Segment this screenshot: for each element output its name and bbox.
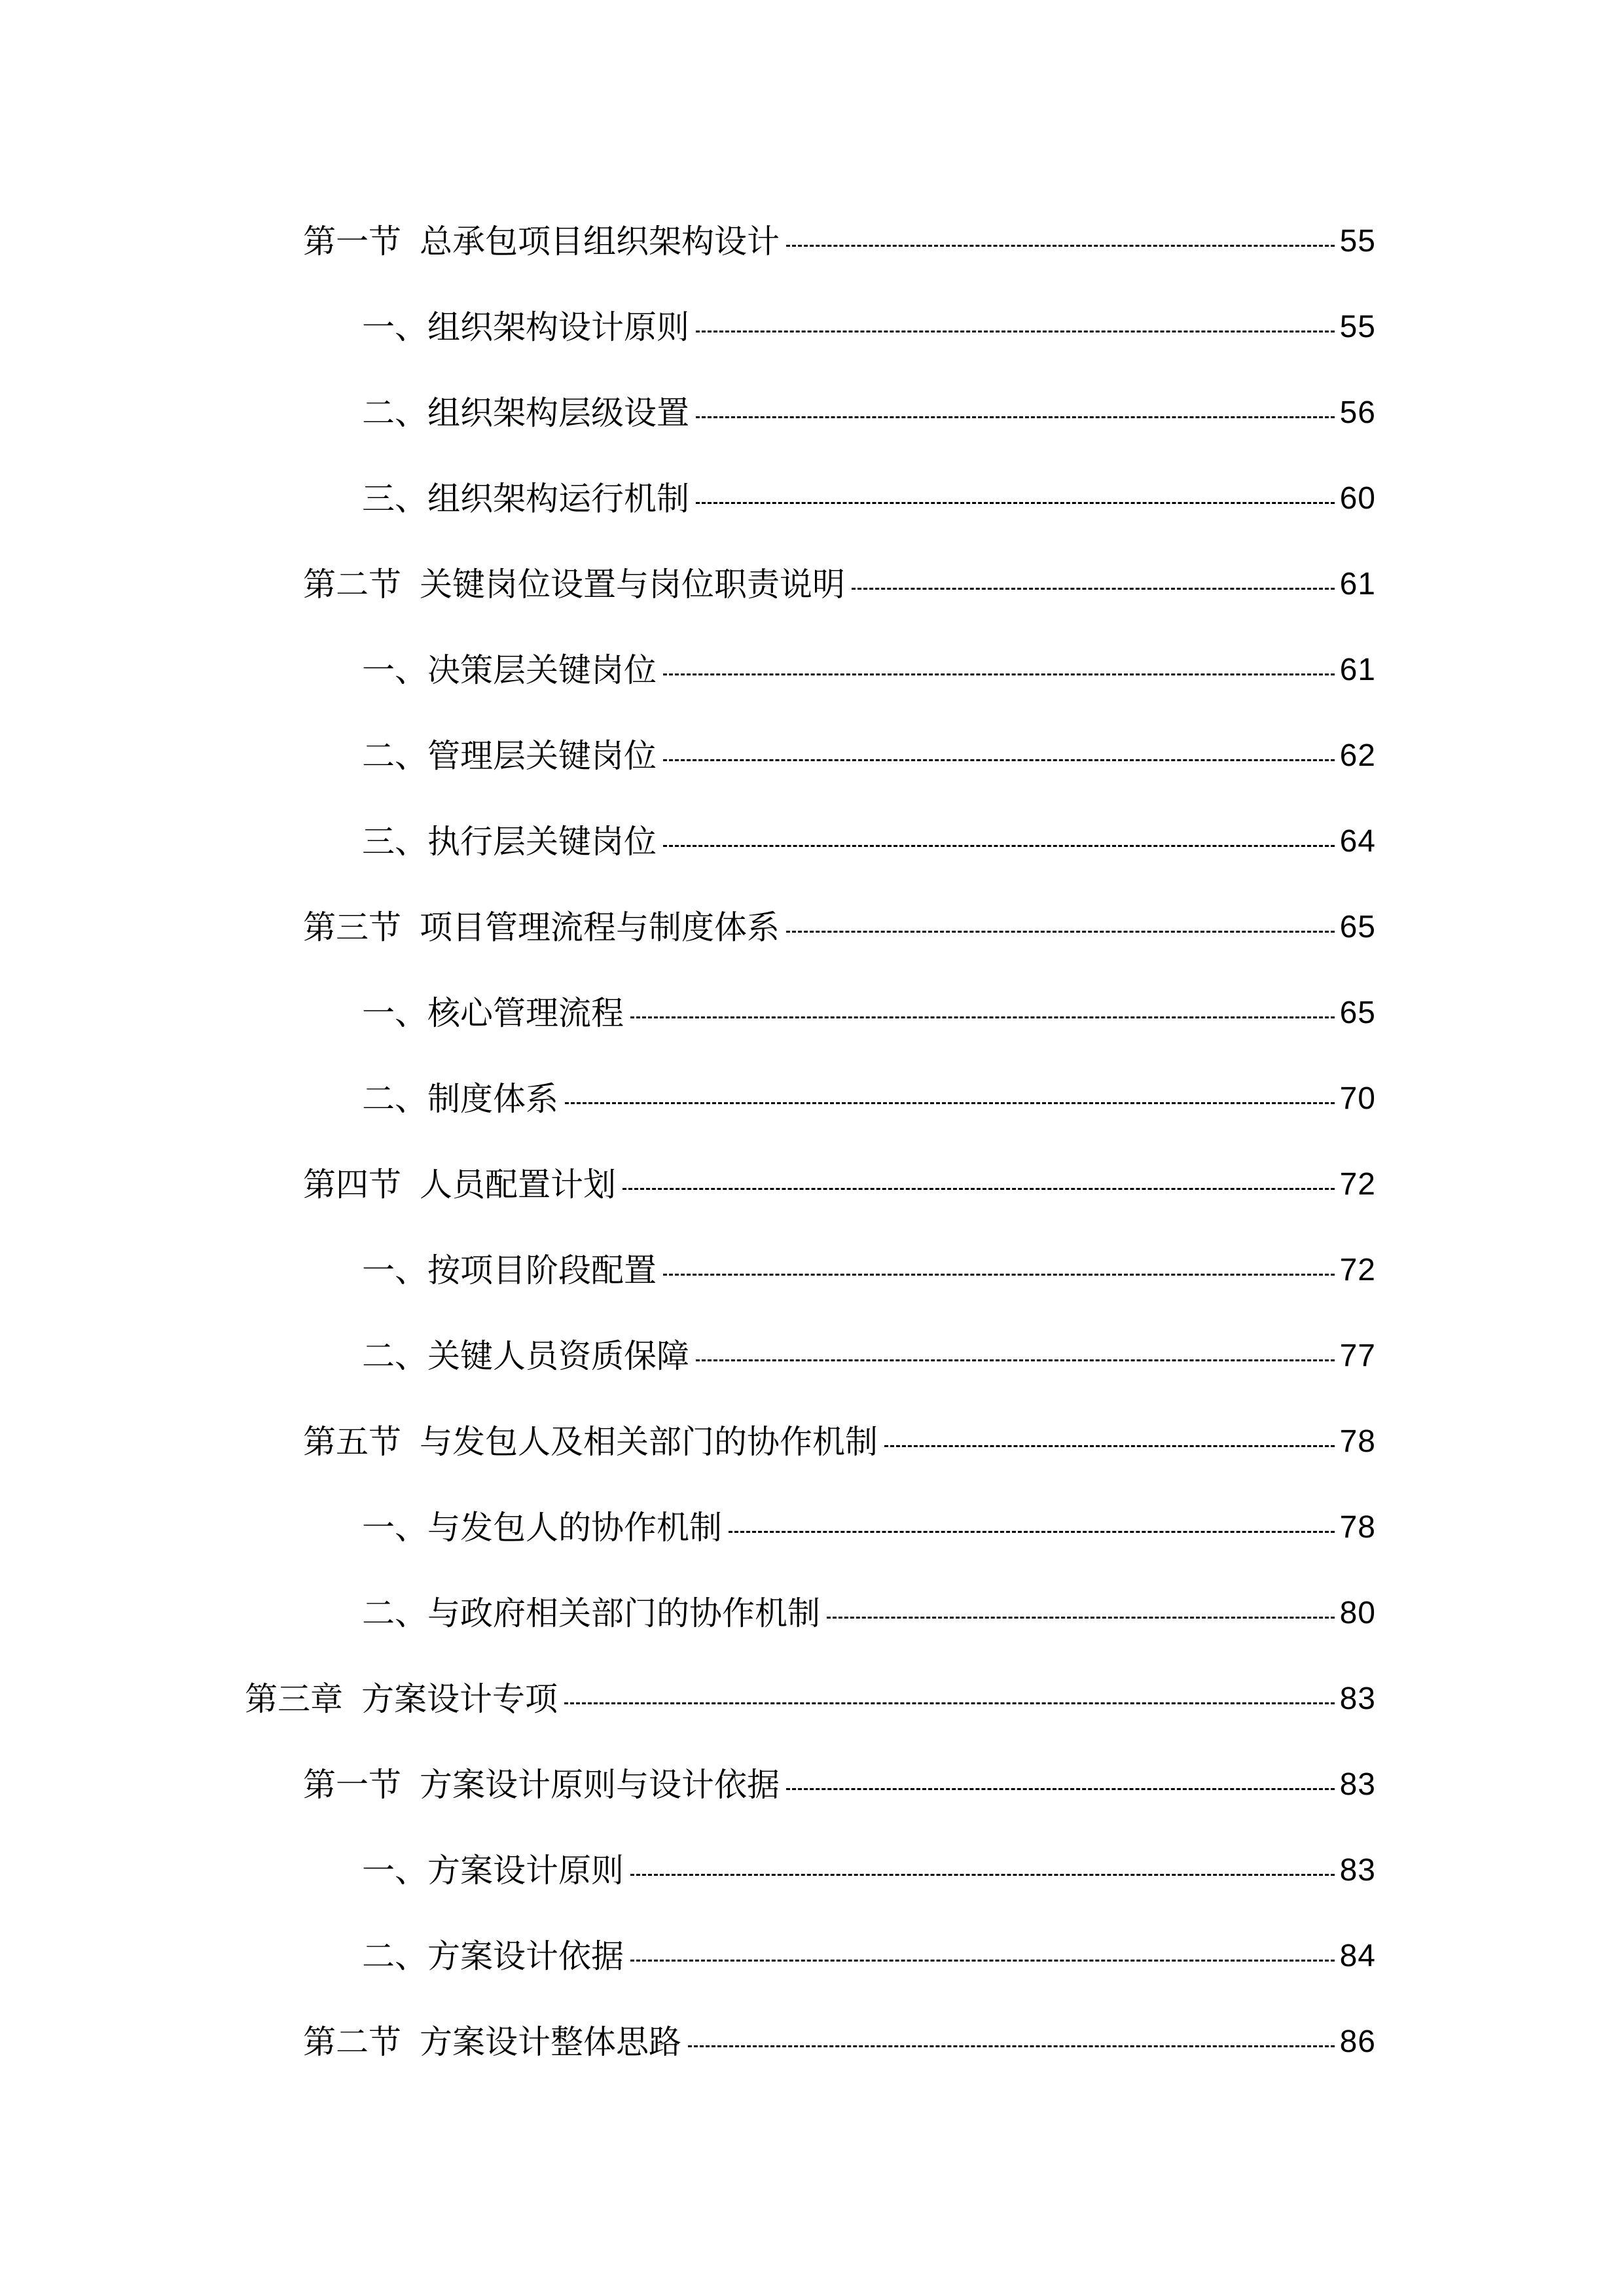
toc-dot-leader (663, 1274, 1335, 1276)
toc-entry-item[interactable] (362, 730, 1376, 782)
toc-dot-leader (564, 1702, 1335, 1704)
toc-entry-title: 一、方案设计原则 (362, 1852, 624, 1890)
toc-page-number: 86 (1339, 2024, 1376, 2059)
toc-dot-leader (663, 845, 1335, 847)
toc-entry-title: 二、制度体系 (362, 1080, 558, 1118)
toc-entry-item[interactable] (362, 1501, 1376, 1554)
toc-dot-leader (696, 1359, 1335, 1361)
toc-entry-item[interactable] (362, 1587, 1376, 1640)
toc-entry-title: 一、核心管理流程 (362, 994, 624, 1032)
toc-entry-title: 一、与发包人的协作机制 (362, 1509, 722, 1547)
toc-dot-leader (696, 416, 1335, 418)
toc-dot-leader (696, 502, 1335, 504)
toc-entry-item[interactable] (362, 1244, 1376, 1297)
toc-entry-prefix: 第一节 (303, 223, 401, 260)
toc-page-number: 83 (1339, 1681, 1376, 1716)
toc-entry-title: 三、执行层关键岗位 (362, 823, 657, 861)
toc-page-number: 72 (1339, 1167, 1376, 1202)
toc-page-number: 56 (1339, 395, 1376, 430)
toc-page-number: 60 (1339, 481, 1376, 516)
toc-entry-title: 方案设计整体思路 (420, 2023, 681, 2061)
toc-entry-section[interactable] (303, 558, 1376, 611)
toc-dot-leader (565, 1102, 1335, 1104)
toc-dot-leader (786, 245, 1335, 247)
toc-page-number: 64 (1339, 824, 1376, 859)
toc-dot-leader (630, 1874, 1335, 1876)
toc-page-number: 55 (1339, 224, 1376, 259)
toc-entry-section[interactable] (303, 901, 1376, 954)
toc-entry-item[interactable] (362, 1844, 1376, 1897)
toc-entry-prefix: 第二节 (303, 565, 401, 603)
toc-page-number: 80 (1339, 1596, 1376, 1630)
toc-entry-title: 一、组织架构设计原则 (362, 308, 689, 346)
toc-dot-leader (688, 2045, 1335, 2047)
toc-entry-section[interactable] (303, 215, 1376, 268)
toc-entry-chapter[interactable] (245, 1673, 1376, 1725)
toc-entry-section[interactable] (303, 2016, 1376, 2068)
toc-dot-leader (827, 1617, 1335, 1619)
toc-entry-title: 二、与政府相关部门的协作机制 (362, 1594, 820, 1632)
toc-dot-leader (852, 588, 1335, 590)
toc-entry-prefix: 第三章 (245, 1680, 343, 1718)
toc-entry-title: 总承包项目组织架构设计 (420, 223, 780, 260)
toc-entry-item[interactable] (362, 644, 1376, 696)
toc-dot-leader (786, 931, 1335, 933)
toc-entry-title: 一、决策层关键岗位 (362, 651, 657, 689)
toc-page-number: 61 (1339, 653, 1376, 687)
toc-dot-leader (729, 1531, 1335, 1533)
toc-page-number: 84 (1339, 1939, 1376, 1973)
toc-entry-prefix: 第五节 (303, 1423, 401, 1461)
toc-entry-prefix: 第一节 (303, 1766, 401, 1804)
toc-entry-item[interactable] (362, 301, 1376, 353)
toc-page-number: 61 (1339, 567, 1376, 601)
toc-dot-leader (884, 1445, 1335, 1447)
toc-entry-title: 二、管理层关键岗位 (362, 737, 657, 775)
toc-dot-leader (663, 673, 1335, 675)
toc-entry-item[interactable] (362, 1930, 1376, 1982)
toc-entry-item[interactable] (362, 387, 1376, 439)
toc-entry-title: 二、组织架构层级设置 (362, 394, 689, 432)
toc-page-number: 77 (1339, 1338, 1376, 1373)
toc-entry-title: 二、方案设计依据 (362, 1937, 624, 1975)
toc-dot-leader (663, 759, 1335, 761)
toc-page-number: 65 (1339, 996, 1376, 1030)
toc-dot-leader (623, 1188, 1335, 1190)
toc-entry-title: 方案设计专项 (361, 1680, 558, 1718)
toc-entry-title: 与发包人及相关部门的协作机制 (420, 1423, 878, 1461)
toc-dot-leader (786, 1788, 1335, 1790)
toc-page-number: 78 (1339, 1424, 1376, 1459)
toc-entry-item[interactable] (362, 987, 1376, 1039)
toc-entry-prefix: 第二节 (303, 2023, 401, 2061)
toc-page-number: 55 (1339, 310, 1376, 344)
toc-entry-title: 三、组织架构运行机制 (362, 480, 689, 518)
toc-page-number: 78 (1339, 1510, 1376, 1545)
toc-page-number: 70 (1339, 1081, 1376, 1116)
toc-dot-leader (630, 1960, 1335, 1962)
toc-page-number: 83 (1339, 1767, 1376, 1802)
toc-entry-title: 项目管理流程与制度体系 (420, 908, 780, 946)
toc-entry-title: 方案设计原则与设计依据 (420, 1766, 780, 1804)
toc-entry-item[interactable] (362, 1073, 1376, 1125)
toc-entry-section[interactable] (303, 1416, 1376, 1468)
toc-entry-title: 一、按项目阶段配置 (362, 1251, 657, 1289)
toc-page-number: 62 (1339, 738, 1376, 773)
toc-entry-section[interactable] (303, 1759, 1376, 1811)
toc-entry-section[interactable] (303, 1158, 1376, 1211)
toc-entry-prefix: 第四节 (303, 1166, 401, 1204)
toc-dot-leader (630, 1016, 1335, 1018)
toc-page-number: 65 (1339, 910, 1376, 944)
toc-entry-item[interactable] (362, 473, 1376, 525)
toc-entry-item[interactable] (362, 1330, 1376, 1382)
toc-entry-title: 人员配置计划 (420, 1166, 616, 1204)
toc-page-number: 72 (1339, 1253, 1376, 1287)
toc-entry-title: 二、关键人员资质保障 (362, 1337, 689, 1375)
toc-entry-item[interactable] (362, 816, 1376, 868)
toc-entry-title: 关键岗位设置与岗位职责说明 (420, 565, 845, 603)
toc-entry-prefix: 第三节 (303, 908, 401, 946)
toc-page-number: 83 (1339, 1853, 1376, 1888)
toc-dot-leader (696, 331, 1335, 332)
